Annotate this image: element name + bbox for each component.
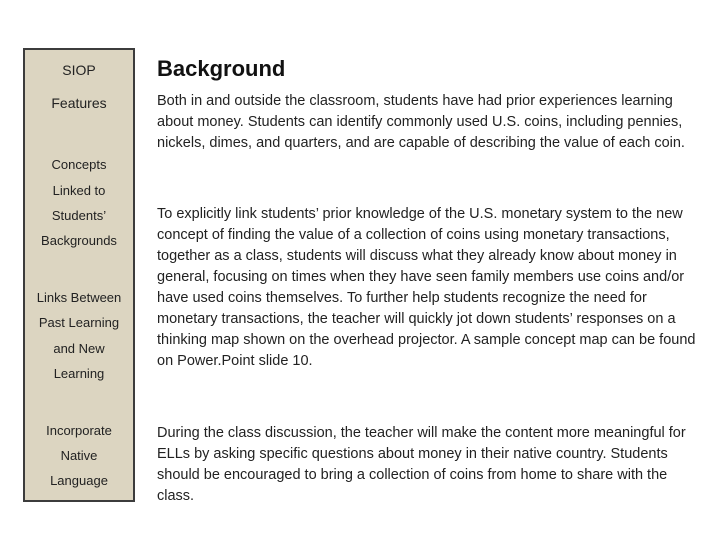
sidebar-label-language: Language xyxy=(50,473,108,488)
sidebar-label-students: Students’ xyxy=(51,208,107,223)
sidebar-label-linked-to: Linked to xyxy=(52,183,106,198)
page-title: Background xyxy=(157,56,286,81)
sidebar-label-concepts: Concepts xyxy=(51,157,107,172)
paragraph-background: Both in and outside the classroom, students have had prior experiences learning about money. Students can identify commonly used U.S. coins, including pennies, nickels, dimes, and quarters, and are capable of describing the value of each coin. xyxy=(157,93,685,151)
sidebar-label-features: Features xyxy=(51,95,107,111)
sidebar-label-incorporate: Incorporate xyxy=(46,423,112,438)
paragraph-links: To explicitly link students’ prior knowledge of the U.S. monetary system to the new concept of finding the value of a collection of coins using monetary transactions, together as a class, students will discuss what they already know about money in general, focusing on times when they have seen family members use coins and/or have used coins themselves. To further help students recognize the need for monetary transactions, the teacher will quickly jot down students’ responses on a thinking map shown on the overhead projector. A sample concept map can be found on Power.Point slide 10. xyxy=(157,206,696,369)
sidebar-label-links-between: Links Between xyxy=(36,290,122,305)
sidebar-label-learning: Learning xyxy=(53,366,105,381)
sidebar-label-and-new: and New xyxy=(53,341,105,356)
sidebar-label-past-learning: Past Learning xyxy=(38,315,120,330)
siop-features-sidebar xyxy=(23,48,135,502)
sidebar-label-siop: SIOP xyxy=(62,62,96,78)
sidebar-label-native: Native xyxy=(60,448,98,463)
paragraph-native-language: During the class discussion, the teacher will make the content more meaningful for ELLs by asking specific questions about money in their native country. Students should be encouraged to bring a collection of coins from home to share with the class. xyxy=(157,425,686,504)
sidebar-label-backgrounds: Backgrounds xyxy=(41,233,117,248)
